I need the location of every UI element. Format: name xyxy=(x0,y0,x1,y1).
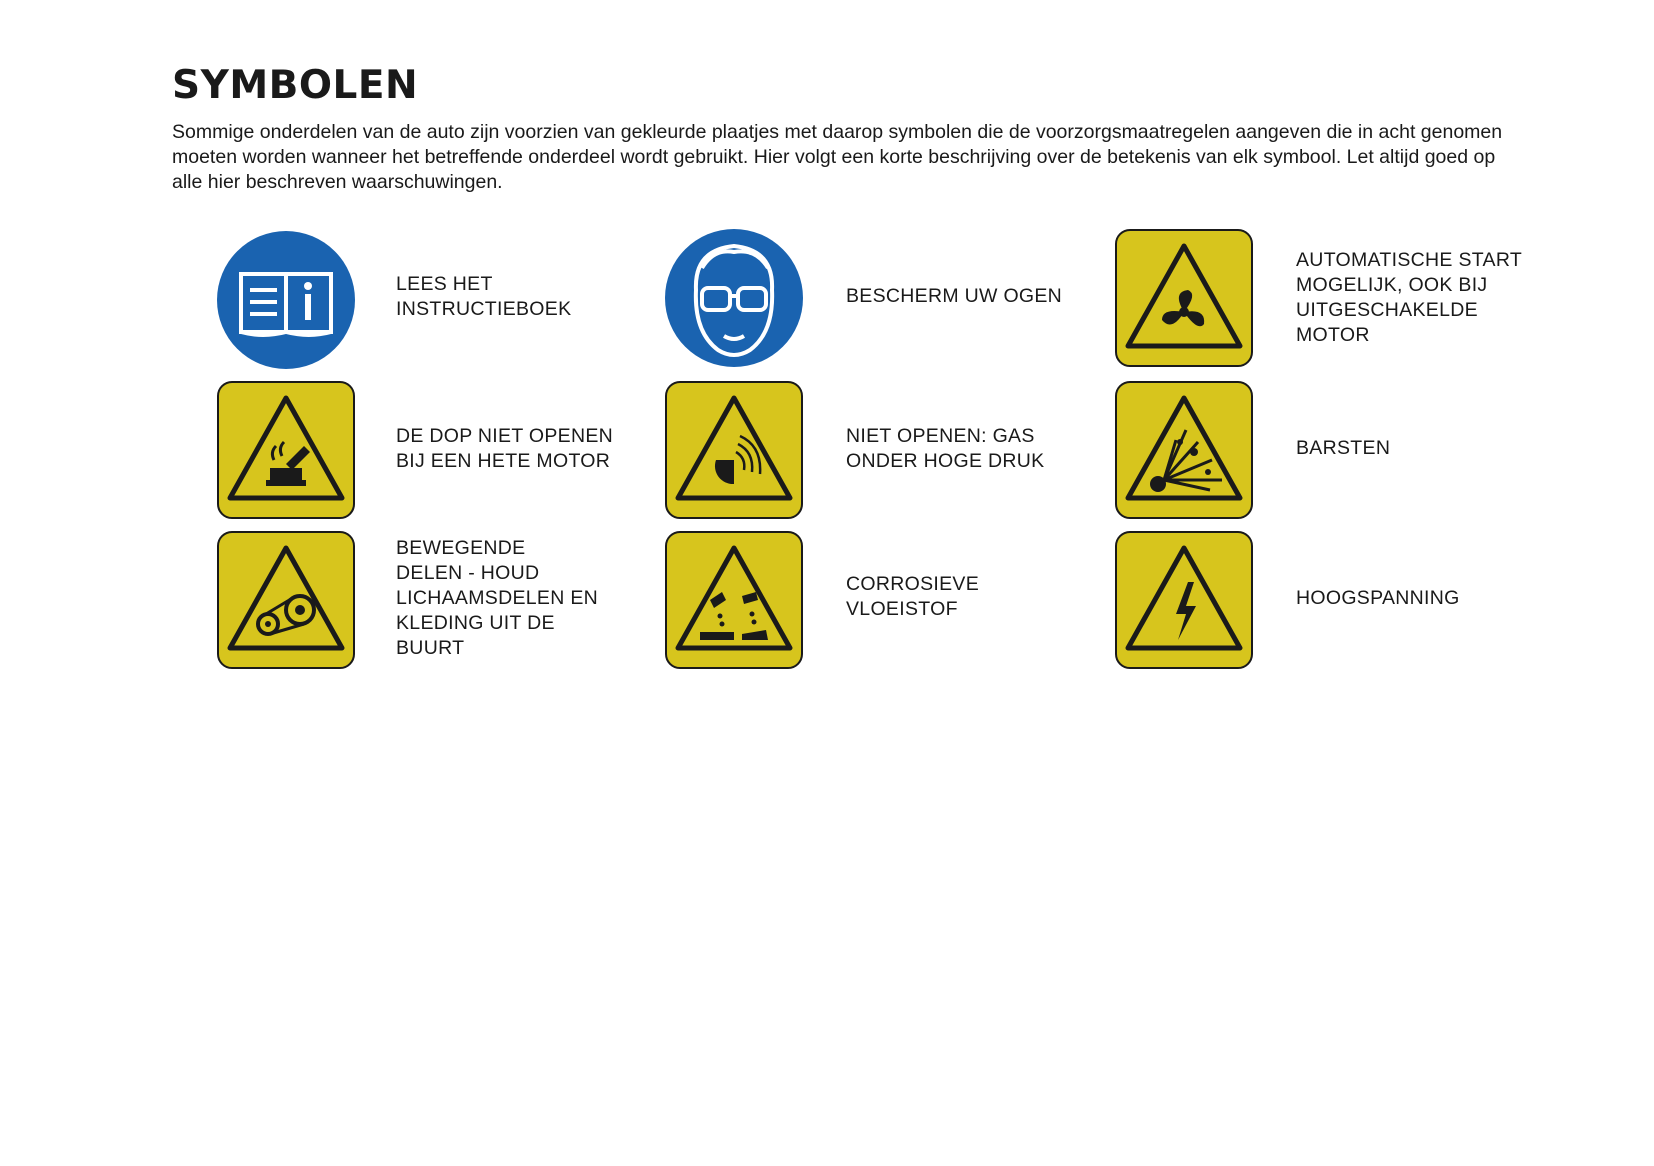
symbol-label-corrosive: CORROSIEVE VLOEISTOF xyxy=(846,573,980,620)
symbol-label-high-voltage: HOOGSPANNING xyxy=(1296,587,1460,609)
symbol-label-read-manual: LEES HET INSTRUCTIEBOEK xyxy=(396,273,572,320)
symbol-label-hot-cap: DE DOP NIET OPENEN BIJ EEN HETE MOTOR xyxy=(396,425,614,472)
explosion-icon xyxy=(1114,380,1254,520)
intro-paragraph: Sommige onderdelen van de auto zijn voorzien van gekleurde plaatjes met daarop symbolen die de voorzorgsmaatregelen aangeven die in acht genomen moeten worden wanneer het betreffende onderdeel wordt gebruikt. Hier volgt een korte beschrijving over de betekenis van elk symbool. Let altijd goed op alle hier beschreven waarschuwingen. xyxy=(172,121,1503,193)
symbol-label-explosion: BARSTEN xyxy=(1296,437,1391,459)
read-manual-icon xyxy=(216,230,356,370)
high-voltage-icon xyxy=(1114,530,1254,670)
page-title: SYMBOLEN xyxy=(172,63,419,108)
moving-parts-icon xyxy=(216,530,356,670)
hot-cap-icon xyxy=(216,380,356,520)
eye-protection-icon xyxy=(664,228,804,368)
symbol-label-moving-parts: BEWEGENDE DELEN - HOUD LICHAAMSDELEN EN KLEDING UIT DE BUURT xyxy=(396,537,599,659)
corrosive-icon xyxy=(664,530,804,670)
pressurized-gas-icon xyxy=(664,380,804,520)
symbol-label-eye-protection: BESCHERM UW OGEN xyxy=(846,285,1063,307)
symbol-label-pressurized-gas: NIET OPENEN: GAS ONDER HOGE DRUK xyxy=(846,425,1045,472)
symbol-label-auto-start: AUTOMATISCHE START MOGELIJK, OOK BIJ UITGESCHAKELDE MOTOR xyxy=(1296,249,1523,346)
auto-start-fan-icon xyxy=(1114,228,1254,368)
